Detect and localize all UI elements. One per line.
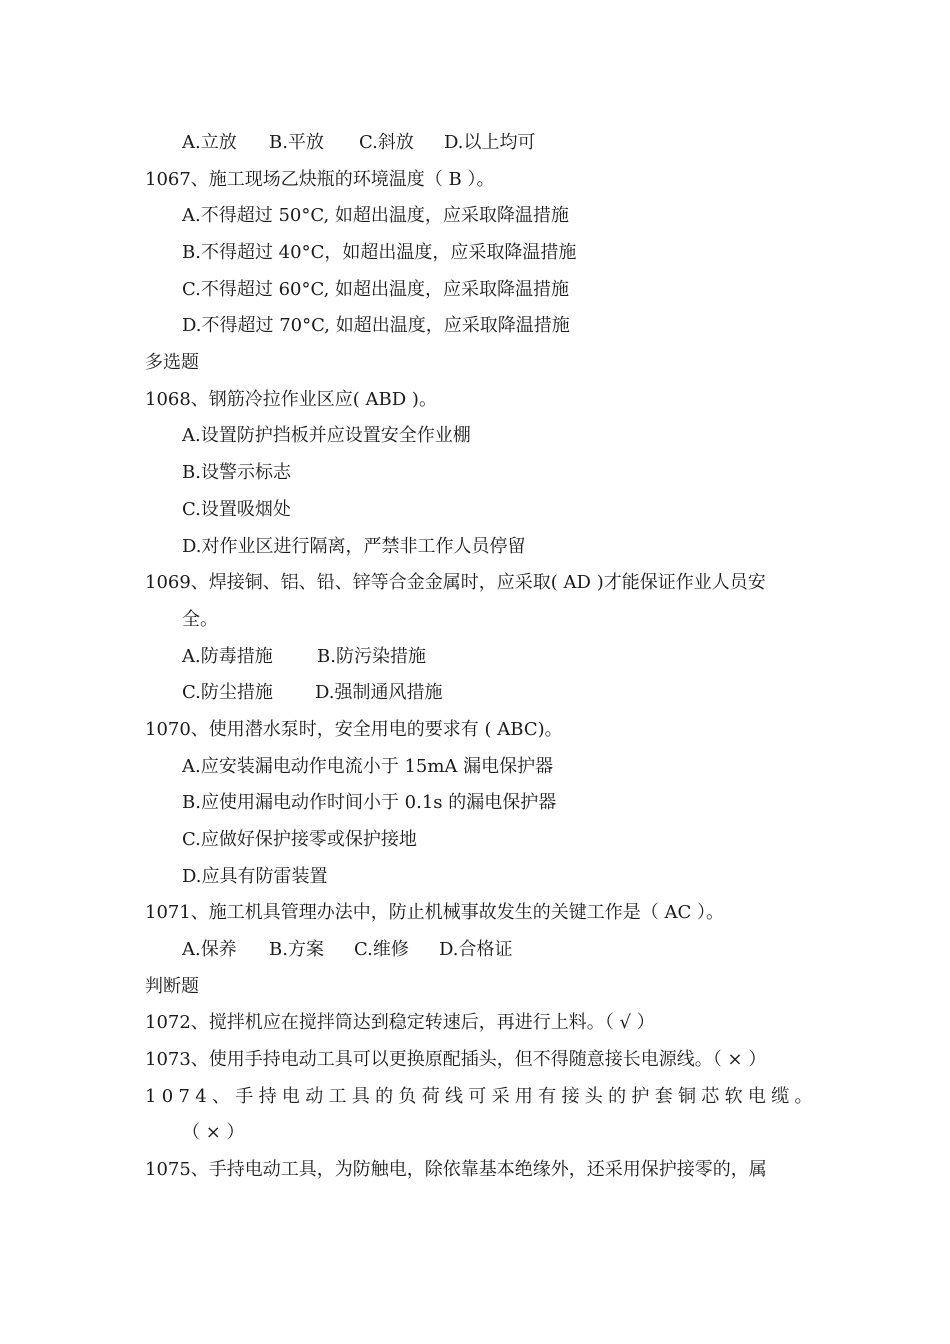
question-1074: 1074、手持电动工具的负荷线可采用有接头的护套铜芯软电缆。 bbox=[145, 1086, 818, 1107]
question-1069: 1069、焊接铜、铝、铅、锌等合金金属时，应采取( AD )才能保证作业人员安 bbox=[145, 572, 766, 593]
question-1069-continued: 全。 bbox=[182, 609, 218, 630]
option-1069-c: C.防尘措施 bbox=[182, 682, 273, 703]
section-heading-judge: 判断题 bbox=[145, 976, 199, 997]
option-1067-b: B.不得超过 40°C，如超出温度，应采取降温措施 bbox=[182, 242, 577, 263]
option-1071-d: D.合格证 bbox=[439, 939, 513, 960]
option-1068-a: A.设置防护挡板并应设置安全作业棚 bbox=[182, 425, 471, 446]
option-1071-b: B.方案 bbox=[269, 939, 324, 960]
option-1070-d: D.应具有防雷装置 bbox=[182, 866, 328, 887]
question-1072: 1072、搅拌机应在搅拌筒达到稳定转速后，再进行上料。（ √ ） bbox=[145, 1012, 655, 1033]
options-1069-cd bbox=[182, 682, 443, 704]
question-1071: 1071、施工机具管理办法中，防止机械事故发生的关键工作是（ AC ）。 bbox=[145, 902, 725, 923]
option-1070-c: C.应做好保护接零或保护接地 bbox=[182, 829, 417, 850]
question-1067: 1067、施工现场乙炔瓶的环境温度（ B ）。 bbox=[145, 169, 495, 190]
options-row bbox=[182, 132, 536, 154]
option-b: B.平放 bbox=[269, 132, 324, 153]
question-1070: 1070、使用潜水泵时，安全用电的要求有 ( ABC)。 bbox=[145, 719, 563, 740]
option-a: A.立放 bbox=[182, 132, 237, 153]
option-1069-a: A.防毒措施 bbox=[182, 646, 273, 667]
option-1067-c: C.不得超过 60°C, 如超出温度，应采取降温措施 bbox=[182, 279, 570, 300]
options-1069-ab bbox=[182, 646, 426, 668]
option-1068-d: D.对作业区进行隔离，严禁非工作人员停留 bbox=[182, 536, 526, 557]
option-c: C.斜放 bbox=[359, 132, 414, 153]
question-1074-answer: （ × ） bbox=[182, 1122, 245, 1143]
option-1070-b: B.应使用漏电动作时间小于 0.1s 的漏电保护器 bbox=[182, 792, 557, 813]
option-1067-a: A.不得超过 50°C, 如超出温度，应采取降温措施 bbox=[182, 205, 569, 226]
option-d: D.以上均可 bbox=[444, 132, 536, 153]
option-1069-d: D.强制通风措施 bbox=[315, 682, 443, 703]
question-1073: 1073、使用手持电动工具可以更换原配插头，但不得随意接长电源线。（ × ） bbox=[145, 1049, 767, 1070]
option-1070-a: A.应安装漏电动作电流小于 15mA 漏电保护器 bbox=[182, 756, 554, 777]
option-1071-c: C.维修 bbox=[354, 939, 409, 960]
option-1068-c: C.设置吸烟处 bbox=[182, 499, 291, 520]
option-1067-d: D.不得超过 70°C, 如超出温度，应采取降温措施 bbox=[182, 315, 570, 336]
option-1069-b: B.防污染措施 bbox=[317, 646, 426, 667]
options-1071 bbox=[182, 939, 513, 961]
option-1071-a: A.保养 bbox=[182, 939, 237, 960]
question-1075: 1075、手持电动工具，为防触电，除依靠基本绝缘外，还采用保护接零的，属 bbox=[145, 1159, 767, 1180]
question-1068: 1068、钢筋冷拉作业区应( ABD )。 bbox=[145, 389, 437, 410]
option-1068-b: B.设警示标志 bbox=[182, 462, 291, 483]
section-heading-multi: 多选题 bbox=[145, 352, 199, 373]
